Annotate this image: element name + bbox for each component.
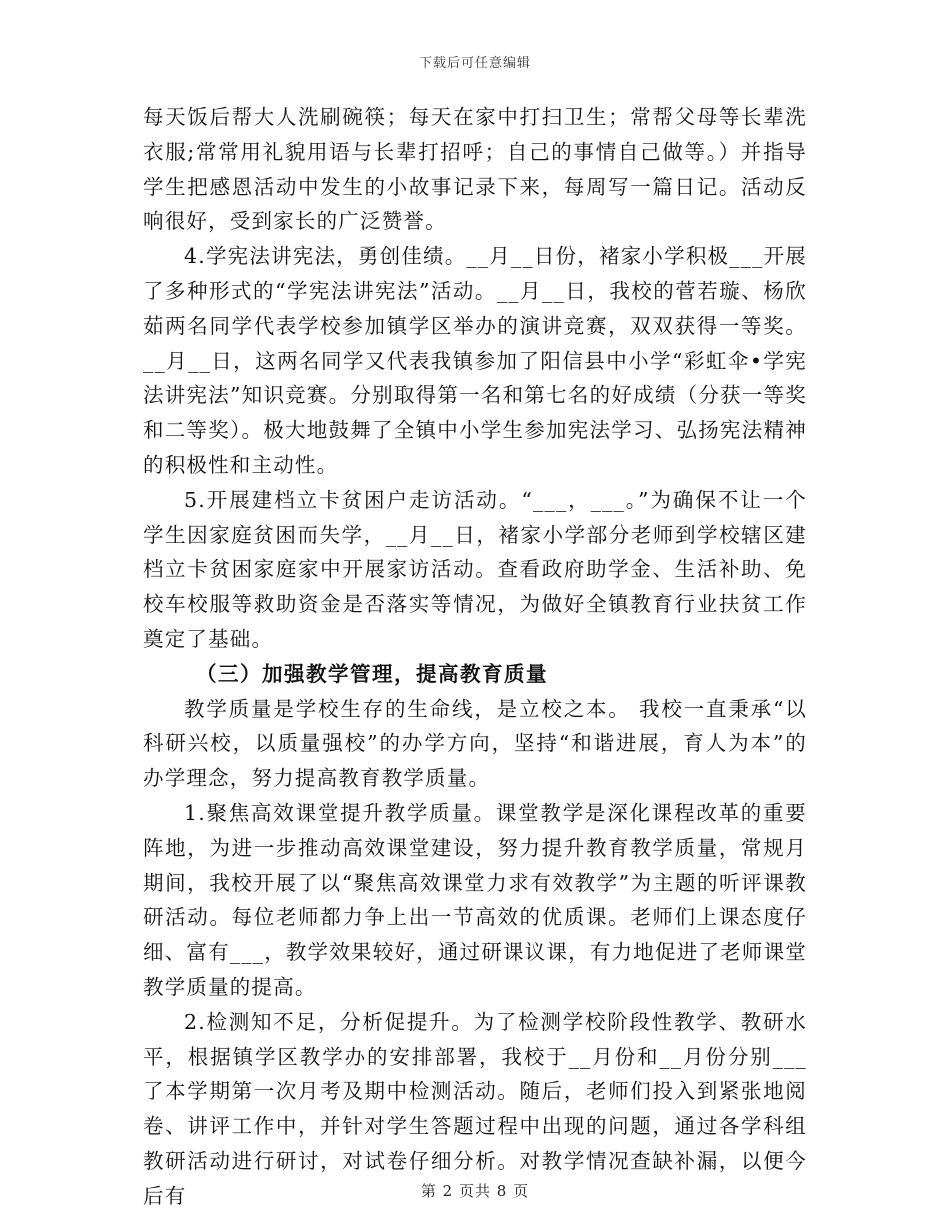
section-heading: （三）加强教学管理，提高教育质量 (196, 661, 548, 686)
paragraph-teaching-quality: 教学质量是学校生存的生命线，是立校之本。 我校一直秉承“以科研兴校，以质量强校”的办学方向，坚持“和谐进展，育人为本”的办学理念，努力提高教育教学质量。 (143, 696, 807, 791)
page-number: 第 2 页共 8 页 (420, 1182, 530, 1200)
paragraph-constitution: 4.学宪法讲宪法，勇创佳绩。__月__日份，褚家小学积极___开展了多种形式的“学宪法讲宪法”活动。__月__日，我校的菅若璇、杨欣茹两名同学代表学校参加镇学区举办的演讲竞赛，双双获得一等奖。__月__日，这两名同学又代表我镇参加了阳信县中小学“彩虹伞•学宪法讲宪法”知识竞赛。分别取得第一名和第七名的好成绩（分获一等奖和二等奖）。极大地鼓舞了全镇中小学生参加宪法学习、弘扬宪法精神的积极性和主动性。 (143, 244, 807, 477)
page-header-note: 下载后可任意编辑 (418, 56, 531, 71)
document-body (143, 100, 807, 1214)
paragraph-testing: 2.检测知不足，分析促提升。为了检测学校阶段性教学、教研水平，根据镇学区教学办的安排部署，我校于__月份和__月份分别___了本学期第一次月考及期中检测活动。随后，老师们投入到紧张地阅卷、讲评工作中，并针对学生答题过程中出现的问题，通过各学科组教研活动进行研讨，对试卷仔细分析。对教学情况查缺补漏，以便今后有 (143, 1009, 807, 1208)
paragraph-poverty-visit: 5.开展建档立卡贫困户走访活动。“___，___。”为确保不让一个学生因家庭贫困而失学，__月__日，褚家小学部分老师到学校辖区建档立卡贫困家庭家中开展家访活动。查看政府助学金、生活补助、免校车校服等救助资金是否落实等情况，为做好全镇教育行业扶贫工作奠定了基础。 (143, 487, 807, 651)
paragraph-efficient-classroom: 1.聚焦高效课堂提升教学质量。课堂教学是深化课程改革的重要阵地，为进一步推动高效课堂建设，努力提升教育教学质量，常规月期间，我校开展了以“聚焦高效课堂力求有效教学”为主题的听评课教研活动。每位老师都力争上出一节高效的优质课。老师们上课态度仔细、富有___，教学效果较好，通过研课议课，有力地促进了老师课堂教学质量的提高。 (143, 800, 807, 999)
paragraph-continuation: 每天饭后帮大人洗刷碗筷；每天在家中打扫卫生；常帮父母等长辈洗衣服;常常用礼貌用语与长辈打招呼；自己的事情自己做等。）并指导学生把感恩活动中发生的小故事记录下来，每周写一篇日记。活动反响很好，受到家长的广泛赞誉。 (143, 105, 807, 234)
